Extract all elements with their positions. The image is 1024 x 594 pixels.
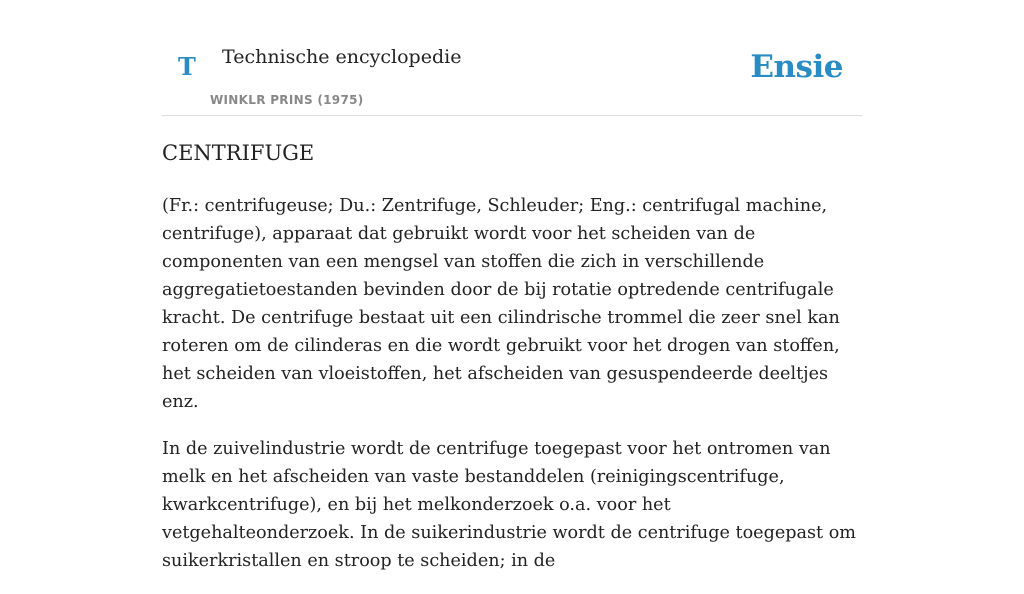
article-title: CENTRIFUGE	[162, 141, 315, 165]
article-paragraph: In de zuivelindustrie wordt de centrifuge toegepast voor het ontromen van melk en het afscheiden van vaste bestanddelen (reinigingscentrifuge, kwarkcentrifuge), en bij het melkonderzoek o.a. voor het vetgehalteonderzoek. In de suikerindustrie wordt de centrifuge toegepast om suikerkristallen en stroop te scheiden; in de	[162, 439, 856, 571]
brand-logo-link[interactable]: Ensie	[750, 49, 843, 85]
source-label: WINKLR PRINS (1975)	[210, 93, 364, 107]
article-body	[162, 192, 862, 594]
site-title-link[interactable]: Technische encyclopedie	[222, 46, 462, 68]
article-paragraph: (Fr.: centrifugeuse; Du.: Zentrifuge, Schleuder; Eng.: centrifugal machine, centrifuge), apparaat dat gebruikt wordt voor het scheiden van de componenten van een mengsel van stoffen die zich in verschillende aggregatietoestanden bevinden door de bij rotatie optredende centrifugale kracht. De centrifuge bestaat uit een cilindrische trommel die zeer snel kan roteren om de cilinderas en die wordt gebruikt voor het drogen van stoffen, het scheiden van vloeistoffen, het afscheiden van gesuspendeerde deeltjes enz.	[162, 196, 840, 412]
page	[162, 0, 862, 571]
header	[162, 0, 862, 116]
site-logo-icon[interactable]: T	[178, 52, 196, 81]
